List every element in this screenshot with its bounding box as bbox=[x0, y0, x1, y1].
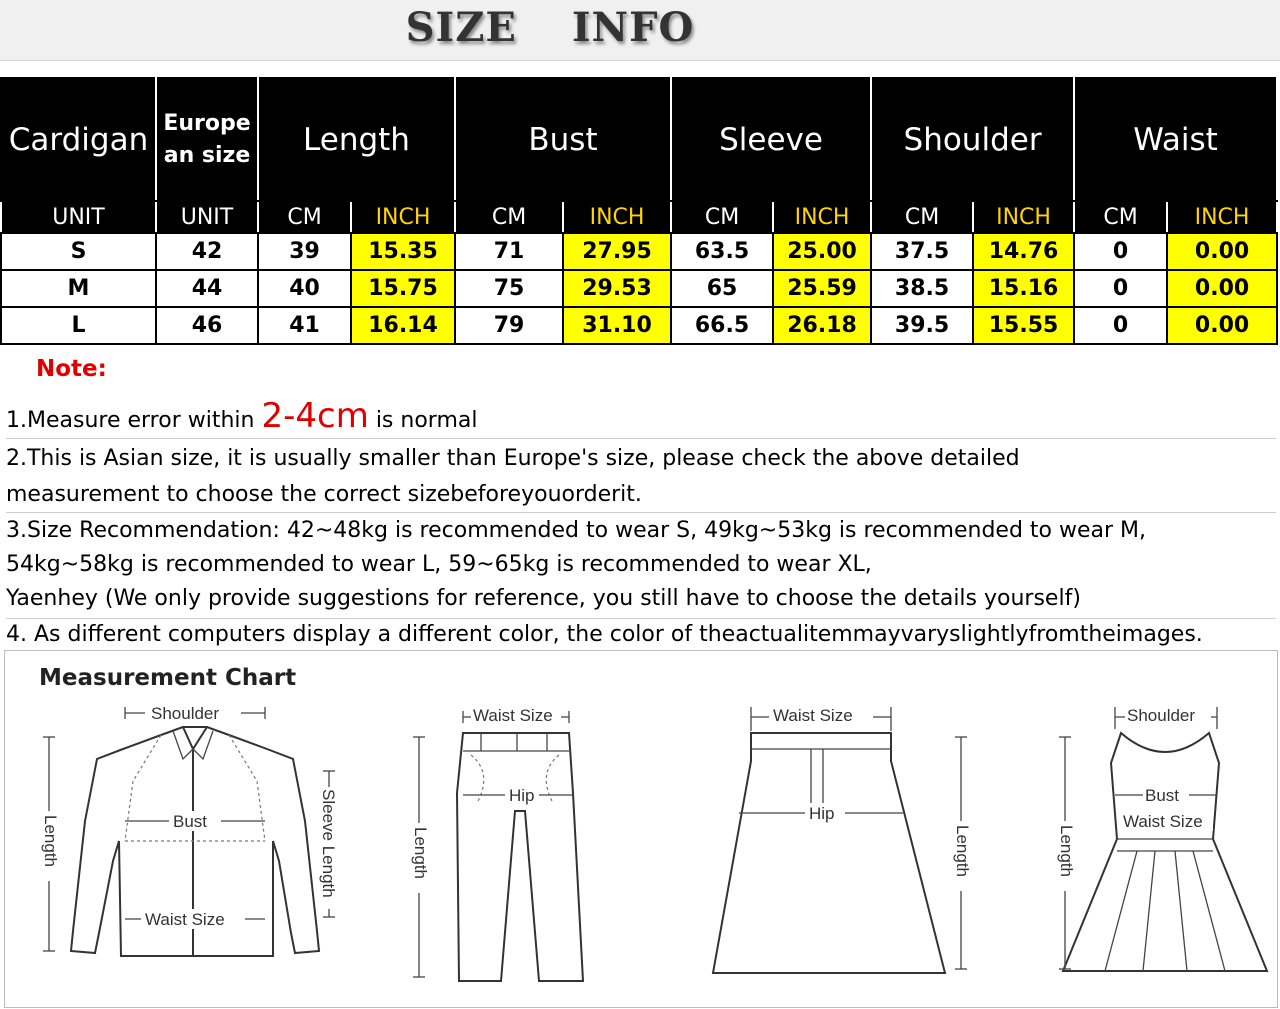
table-cell: 41 bbox=[258, 307, 351, 344]
unit-cell: CM bbox=[671, 201, 773, 233]
notes-section bbox=[0, 352, 1276, 652]
dress-length-label: Length bbox=[1057, 825, 1076, 877]
table-cell: 65 bbox=[671, 270, 773, 307]
header-shoulder: Shoulder bbox=[871, 78, 1074, 201]
table-cell: 31.10 bbox=[563, 307, 671, 344]
pants-length-label: Length bbox=[411, 827, 430, 879]
size-table bbox=[0, 77, 1278, 345]
unit-cell: INCH bbox=[1167, 201, 1277, 233]
unit-cell: UNIT bbox=[1, 201, 156, 233]
table-cell: L bbox=[1, 307, 156, 344]
header-sleeve: Sleeve bbox=[671, 78, 871, 201]
note-1-text-c: is normal bbox=[368, 408, 478, 433]
table-cell: 0 bbox=[1074, 270, 1167, 307]
table-cell: 0.00 bbox=[1167, 270, 1277, 307]
table-cell: 42 bbox=[156, 233, 258, 270]
note-line-4: 4. As different computers display a different color, the color of theactualitemmayvaryslightlyfromtheimages. bbox=[6, 622, 1203, 647]
dress-waist-label: Waist Size bbox=[1123, 812, 1203, 831]
unit-cell: CM bbox=[1074, 201, 1167, 233]
shirt-shoulder-label: Shoulder bbox=[151, 704, 220, 723]
table-row bbox=[1, 233, 1277, 270]
unit-cell: CM bbox=[455, 201, 563, 233]
table-cell: 40 bbox=[258, 270, 351, 307]
table-cell: 26.18 bbox=[773, 307, 871, 344]
dress-shoulder-label: Shoulder bbox=[1127, 706, 1196, 725]
table-cell: 0.00 bbox=[1167, 307, 1277, 344]
table-cell: 29.53 bbox=[563, 270, 671, 307]
table-cell: 37.5 bbox=[871, 233, 973, 270]
table-cell: 39 bbox=[258, 233, 351, 270]
table-cell: 38.5 bbox=[871, 270, 973, 307]
shirt-sleeve-label: Sleeve Length bbox=[319, 789, 338, 898]
table-cell: 15.16 bbox=[973, 270, 1074, 307]
measurement-chart-title: Measurement Chart bbox=[39, 665, 297, 691]
table-cell: 0 bbox=[1074, 233, 1167, 270]
note-label: Note: bbox=[36, 356, 107, 382]
shirt-diagram bbox=[33, 701, 353, 1001]
table-cell: 25.59 bbox=[773, 270, 871, 307]
header-waist: Waist bbox=[1074, 78, 1277, 201]
table-row bbox=[1, 270, 1277, 307]
header-length: Length bbox=[258, 78, 455, 201]
table-cell: 66.5 bbox=[671, 307, 773, 344]
note-line-3b: 54kg~58kg is recommended to wear L, 59~65kg is recommended to wear XL, bbox=[6, 552, 872, 577]
divider bbox=[6, 512, 1276, 513]
pants-diagram bbox=[397, 703, 597, 993]
header-bust: Bust bbox=[455, 78, 671, 201]
skirt-diagram bbox=[705, 703, 1005, 993]
note-1-text-a: 1.Measure error within bbox=[6, 408, 262, 433]
table-cell: M bbox=[1, 270, 156, 307]
unit-cell: INCH bbox=[773, 201, 871, 233]
pants-waist-label: Waist Size bbox=[473, 706, 553, 725]
shirt-length-label: Length bbox=[41, 815, 60, 867]
unit-cell: CM bbox=[258, 201, 351, 233]
divider bbox=[6, 438, 1276, 439]
pants-outline-icon bbox=[457, 733, 583, 981]
table-cell: 75 bbox=[455, 270, 563, 307]
note-line-2b: measurement to choose the correct sizebeforeyouorderit. bbox=[6, 482, 642, 507]
unit-cell: INCH bbox=[973, 201, 1074, 233]
table-cell: 0.00 bbox=[1167, 233, 1277, 270]
table-cell: 46 bbox=[156, 307, 258, 344]
table-cell: 15.55 bbox=[973, 307, 1074, 344]
table-cell: 16.14 bbox=[351, 307, 455, 344]
table-cell: 79 bbox=[455, 307, 563, 344]
header-cardigan: Cardigan bbox=[1, 78, 156, 201]
table-cell: 15.35 bbox=[351, 233, 455, 270]
table-cell: 14.76 bbox=[973, 233, 1074, 270]
note-line-3c: Yaenhey (We only provide suggestions for reference, you still have to choose the details yourself) bbox=[6, 586, 1081, 611]
header-europe-size: Europe an size bbox=[156, 78, 258, 201]
unit-cell: INCH bbox=[563, 201, 671, 233]
skirt-waist-label: Waist Size bbox=[773, 706, 853, 725]
note-line-3a: 3.Size Recommendation: 42~48kg is recommended to wear S, 49kg~53kg is recommended to wear M, bbox=[6, 518, 1147, 543]
skirt-outline-icon bbox=[713, 733, 945, 973]
shirt-waist-label: Waist Size bbox=[145, 910, 225, 929]
dress-outline-icon bbox=[1063, 733, 1267, 971]
pants-hip-label: Hip bbox=[509, 786, 535, 805]
table-cell: 63.5 bbox=[671, 233, 773, 270]
divider bbox=[6, 618, 1276, 619]
unit-row bbox=[1, 201, 1277, 233]
skirt-hip-label: Hip bbox=[809, 804, 835, 823]
dress-diagram bbox=[1045, 703, 1275, 993]
title-bar bbox=[0, 0, 1280, 61]
table-cell: 71 bbox=[455, 233, 563, 270]
table-cell: 44 bbox=[156, 270, 258, 307]
table-cell: 25.00 bbox=[773, 233, 871, 270]
table-row bbox=[1, 307, 1277, 344]
note-line-2a: 2.This is Asian size, it is usually smaller than Europe's size, please check the above detailed bbox=[6, 446, 1020, 471]
skirt-length-label: Length bbox=[953, 825, 972, 877]
measurement-chart bbox=[4, 650, 1278, 1008]
dress-bust-label: Bust bbox=[1145, 786, 1180, 805]
unit-cell: UNIT bbox=[156, 201, 258, 233]
note-line-1 bbox=[6, 396, 477, 436]
table-cell: 27.95 bbox=[563, 233, 671, 270]
table-cell: S bbox=[1, 233, 156, 270]
header-row bbox=[1, 78, 1277, 201]
table-cell: 15.75 bbox=[351, 270, 455, 307]
unit-cell: INCH bbox=[351, 201, 455, 233]
table-cell: 39.5 bbox=[871, 307, 973, 344]
unit-cell: CM bbox=[871, 201, 973, 233]
shirt-bust-label: Bust bbox=[173, 812, 208, 831]
page-title: SIZE INFO bbox=[405, 4, 695, 51]
note-1-highlight: 2-4cm bbox=[261, 396, 369, 436]
table-cell: 0 bbox=[1074, 307, 1167, 344]
